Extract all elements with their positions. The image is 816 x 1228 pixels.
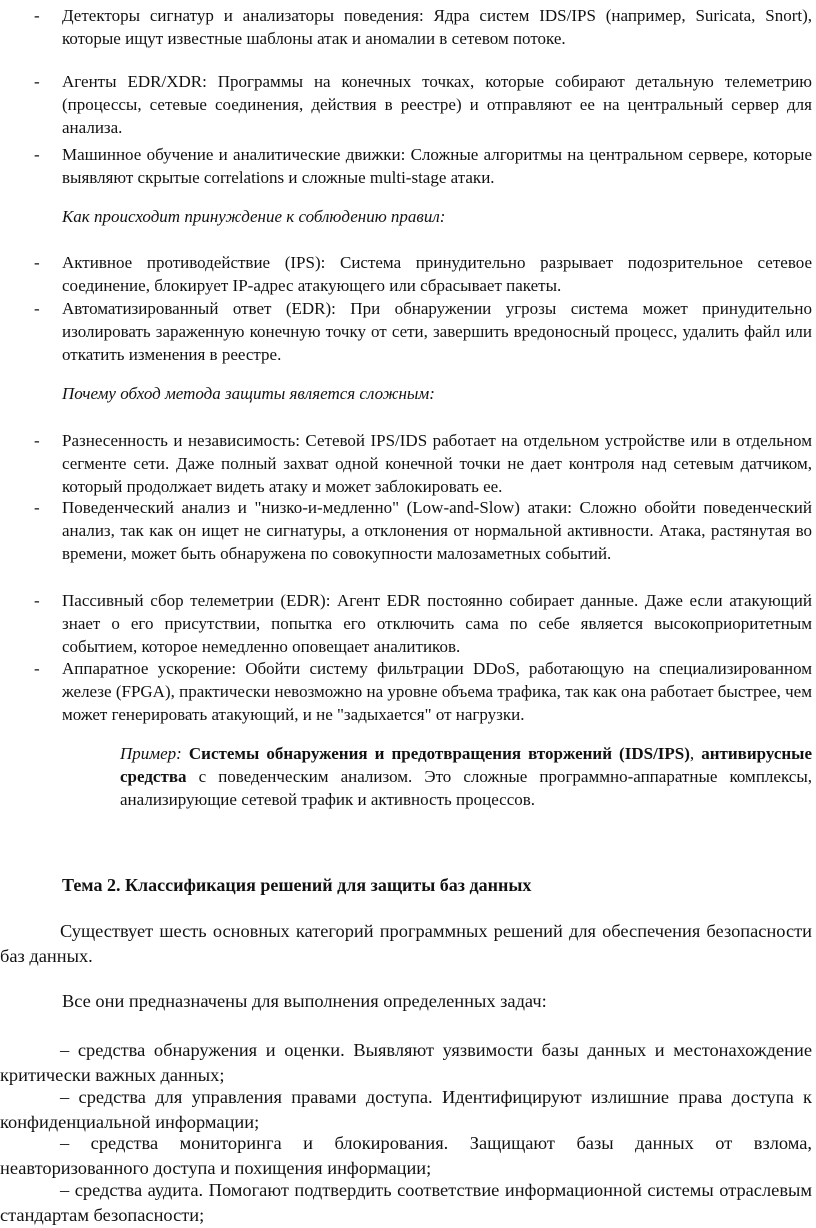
- bullet-separation-independence: [34, 429, 812, 498]
- heading-bypass: Почему обход метода защиты является сложным:: [62, 384, 435, 403]
- heading-enforcement: Как происходит принуждение к соблюдению правил:: [62, 207, 446, 226]
- task-item-detection: – средства обнаружения и оценки. Выявляют уязвимости базы данных и местонахождение критически важных данных;: [0, 1040, 812, 1085]
- bullet-edr-agents: [34, 70, 812, 139]
- task-item-access-rights: – средства для управления правами доступа. Идентифицируют излишние права доступа к конфиденциальной информации;: [0, 1087, 812, 1132]
- bullet-text: Автоматизированный ответ (EDR): При обнаружении угрозы система может принудительно изолировать зараженную конечную точку от сети, завершить вредоносный процесс, удалить файл или откатить изменения в реестре.: [62, 299, 812, 364]
- bullet-behavioral-analysis: [34, 496, 812, 565]
- bullet-text: Разнесенность и независимость: Сетевой IPS/IDS работает на отдельном устройстве или в отдельном сегменте сети. Даже полный захват одной конечной точки не дает контроля над сетевым датчиком, который продолжает видеть атаку и может заблокировать ее.: [62, 431, 812, 496]
- bullet-automated-response: [34, 297, 812, 366]
- bullet-dash: -: [34, 6, 40, 25]
- example-text: с поведенческим анализом. Это сложные программно-аппаратные комплексы, анализирующие сетевой трафик и активность процессов.: [120, 767, 812, 809]
- bullet-text: Детекторы сигнатур и анализаторы поведения: Ядра систем IDS/IPS (например, Suricata, Snort), которые ищут известные шаблоны атак и аномалии в сетевом потоке.: [62, 6, 812, 48]
- bullet-passive-telemetry: [34, 589, 812, 658]
- bullet-dash: -: [34, 299, 40, 318]
- bullet-text: Аппаратное ускорение: Обойти систему фильтрации DDoS, работающую на специализированном железе (FPGA), практически невозможно на уровне объема трафика, так как она работает быстрее, чем может генерировать атакующий, и не "задыхается" от нагрузки.: [62, 659, 812, 724]
- bullet-text: Машинное обучение и аналитические движки: Сложные алгоритмы на центральном сервере, которые выявляют скрытые correlations и сложные multi-stage атаки.: [62, 145, 812, 187]
- bullet-dash: -: [34, 659, 40, 678]
- bullet-dash: -: [34, 145, 40, 164]
- example-paragraph: [120, 742, 812, 811]
- paragraph-categories: Существует шесть основных категорий программных решений для обеспечения безопасности баз данных.: [0, 921, 812, 966]
- bullet-active-countermeasures: [34, 251, 812, 297]
- bullet-dash: -: [34, 498, 40, 517]
- topic-title: Тема 2. Классификация решений для защиты баз данных: [62, 875, 532, 895]
- example-label: Пример:: [120, 744, 182, 763]
- bullet-dash: -: [34, 253, 40, 272]
- example-term-ids-ips: Системы обнаружения и предотвращения вторжений (IDS/IPS): [188, 744, 690, 763]
- bullet-dash: -: [34, 431, 40, 450]
- bullet-text: Агенты EDR/XDR: Программы на конечных точках, которые собирают детальную телеметрию (процессы, сетевые соединения, действия в реестре) и отправляют ее на центральный сервер для анализа.: [62, 72, 812, 137]
- bullet-text: Активное противодействие (IPS): Система принудительно разрывает подозрительное сетевое соединение, блокирует IP-адрес атакующего или сбрасывает пакеты.: [62, 253, 812, 295]
- task-item-audit: – средства аудита. Помогают подтвердить соответствие информационной системы отраслевым стандартам безопасности;: [0, 1180, 812, 1225]
- bullet-hardware-acceleration: [34, 657, 812, 726]
- bullet-text: Пассивный сбор телеметрии (EDR): Агент EDR постоянно собирает данные. Даже если атакующий знает о его присутствии, попытка его отключить сама по себе является высокоприоритетным событием, которое немедленно оповещает аналитиков.: [62, 591, 812, 656]
- example-separator: ,: [689, 744, 695, 763]
- bullet-text: Поведенческий анализ и "низко-и-медленно" (Low-and-Slow) атаки: Сложно обойти поведенческий анализ, так как он ищет не сигнатуры, а отклонения от нормальной активности. Атака, растянутая во времени, может быть обнаружена по совокупности малозаметных событий.: [62, 498, 812, 563]
- bullet-signature-detectors: [34, 4, 812, 50]
- bullet-machine-learning: [34, 143, 812, 189]
- task-item-monitoring: – средства мониторинга и блокирования. Защищают базы данных от взлома, неавторизованного доступа и похищения информации;: [0, 1133, 812, 1178]
- bullet-dash: -: [34, 591, 40, 610]
- tasks-intro: Все они предназначены для выполнения определенных задач:: [62, 991, 547, 1011]
- bullet-dash: -: [34, 72, 40, 91]
- example-term-antivirus: антивирусные средства: [120, 744, 813, 786]
